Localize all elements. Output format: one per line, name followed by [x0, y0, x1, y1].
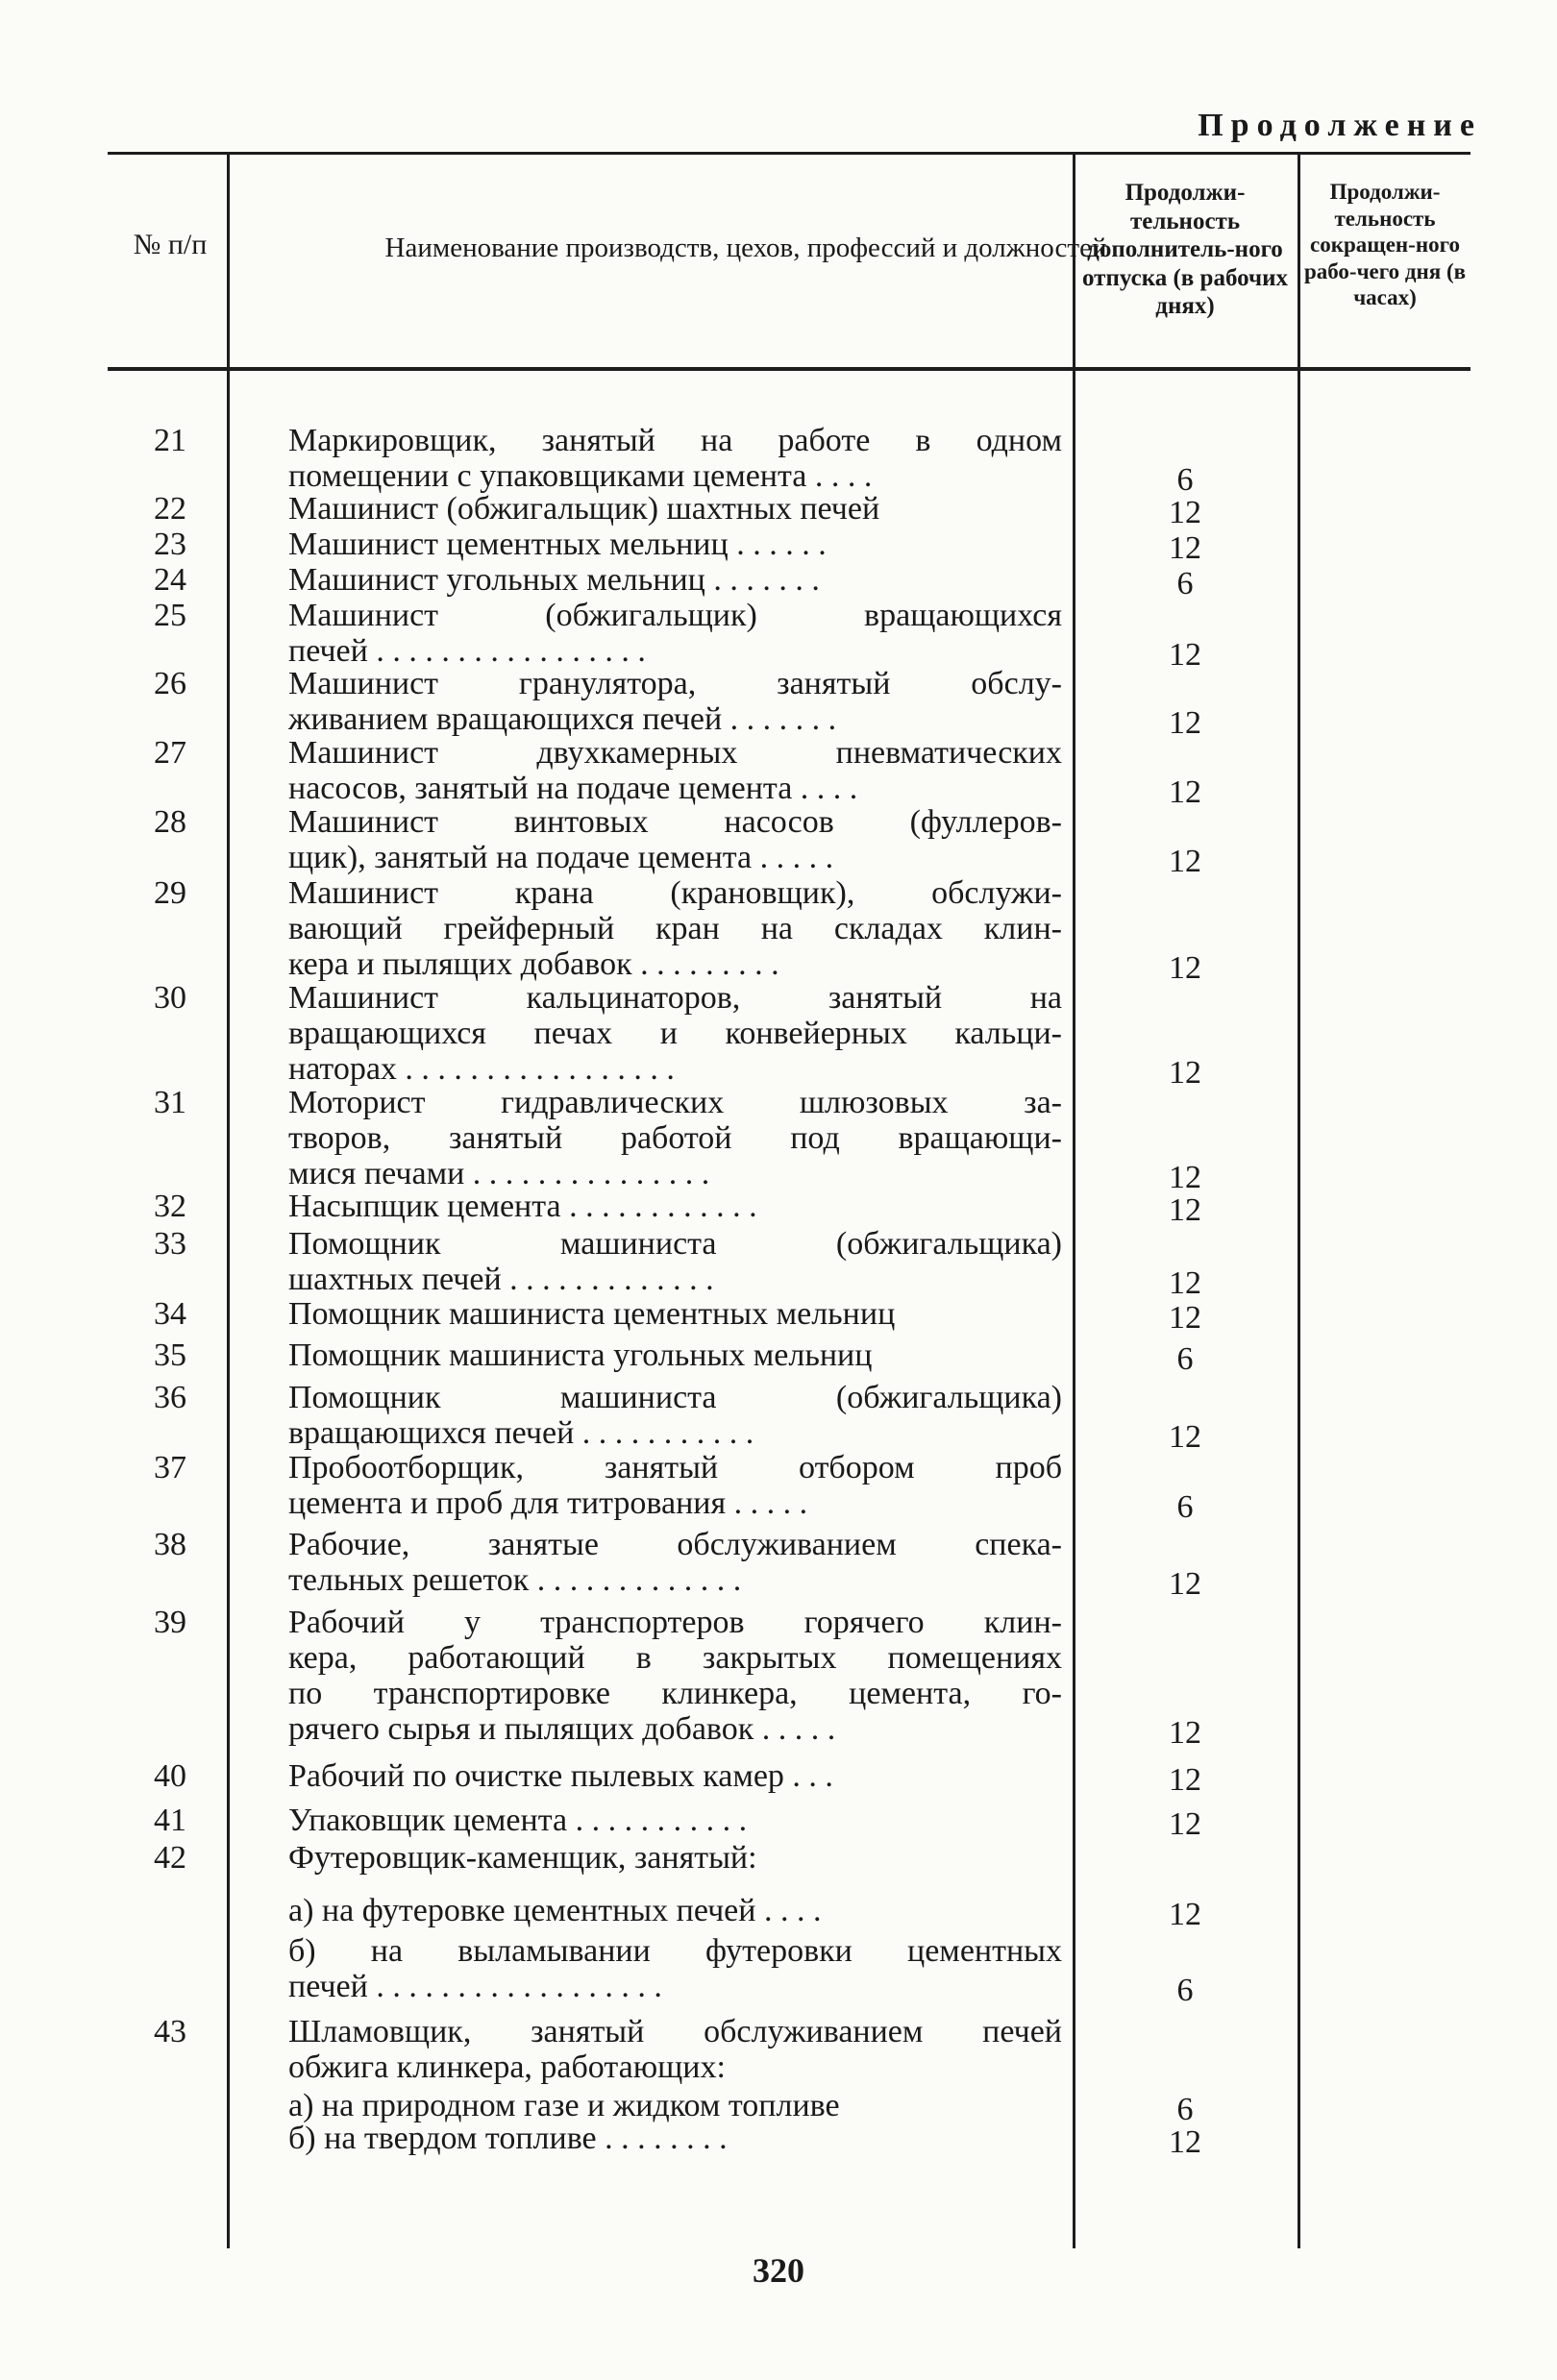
row-number: 32: [154, 1189, 186, 1224]
description-line: Моторист гидравлических шлюзовых за-: [288, 1085, 1062, 1120]
row-additional-leave-value: 12: [1169, 774, 1201, 810]
row-additional-leave-value: 12: [1169, 1160, 1201, 1195]
description-line: Упаковщик цемента . . . . . . . . . . .: [288, 1803, 748, 1838]
row-description: [288, 875, 1062, 982]
description-line: Рабочий по очистке пылевых камер . . .: [288, 1758, 833, 1794]
row-additional-leave-value: 6: [1176, 1489, 1194, 1525]
row-description: [288, 423, 1062, 494]
row-description: [288, 1296, 1062, 1332]
description-line: Машинист угольных мельниц . . . . . . .: [288, 562, 820, 598]
description-line: б) на выламывании футеровки цементных: [288, 1933, 1062, 1969]
page-number: 320: [753, 2251, 804, 2290]
row-additional-leave-value: 6: [1176, 2092, 1194, 2127]
row-number: 36: [154, 1380, 186, 1415]
row-additional-leave-value: 12: [1169, 637, 1201, 673]
row-number: 21: [154, 423, 186, 458]
description-line: Футеровщик-каменщик, занятый:: [288, 1840, 757, 1876]
description-line: а) на природном газе и жидком топливе: [288, 2088, 840, 2123]
description-line: щик), занятый на подаче цемента . . . . .: [288, 840, 834, 875]
row-additional-leave-value: 12: [1169, 1897, 1201, 1932]
row-number: 33: [154, 1226, 186, 1262]
row-number: 28: [154, 804, 186, 840]
row-additional-leave-value: 12: [1169, 1055, 1201, 1091]
row-additional-leave-value: 6: [1176, 462, 1194, 498]
row-number: 34: [154, 1296, 186, 1332]
header-bottom-rule: [108, 367, 1470, 371]
row-description: [288, 1226, 1062, 1297]
description-line: Машинист двухкамерных пневматических: [288, 735, 1062, 771]
row-description: [288, 491, 1062, 527]
description-line: Помощник машиниста угольных мельниц: [288, 1337, 873, 1373]
description-line: вращающихся печей . . . . . . . . . . .: [288, 1415, 754, 1451]
row-number: 26: [154, 666, 186, 701]
row-number: 41: [154, 1803, 186, 1838]
row-additional-leave-value: 12: [1169, 950, 1201, 986]
row-number: 24: [154, 562, 186, 598]
description-line: Маркировщик, занятый на работе в одном: [288, 423, 1062, 458]
row-number: 23: [154, 527, 186, 562]
row-number: 39: [154, 1605, 186, 1640]
row-additional-leave-value: 6: [1176, 566, 1194, 601]
description-line: живанием вращающихся печей . . . . . . .: [288, 701, 837, 737]
row-additional-leave-value: 12: [1169, 2124, 1201, 2160]
row-additional-leave-value: 12: [1169, 1715, 1201, 1751]
description-line: Машинист (обжигальщик) шахтных печей: [288, 491, 880, 527]
description-line: Машинист цементных мельниц . . . . . .: [288, 527, 827, 562]
row-description: [288, 1527, 1062, 1598]
column-divider-3: [1298, 154, 1300, 2248]
description-line: Насыпщик цемента . . . . . . . . . . . .: [288, 1189, 757, 1224]
row-number: 22: [154, 491, 186, 527]
header-additional-leave: Продолжи-тельность дополнитель-ного отпуска (в рабочих днях): [1082, 180, 1288, 319]
description-line: Пробоотборщик, занятый отбором проб: [288, 1450, 1062, 1485]
description-line: помещении с упаковщиками цемента . . . .: [288, 458, 873, 494]
row-additional-leave-value: 12: [1169, 844, 1201, 879]
row-additional-leave-value: 6: [1176, 1973, 1194, 2008]
row-description: [288, 1450, 1062, 1521]
row-additional-leave-value: 12: [1169, 495, 1201, 530]
row-description: [288, 2014, 1062, 2085]
row-additional-leave-value: 12: [1169, 1566, 1201, 1602]
description-line: Машинист гранулятора, занятый обслу-: [288, 666, 1062, 701]
row-description: [288, 1803, 1062, 1838]
row-number: 38: [154, 1527, 186, 1562]
row-description: [288, 735, 1062, 806]
header-name: Наименование производств, цехов, профессий и должностей: [384, 233, 1107, 263]
description-line: шахтных печей . . . . . . . . . . . . .: [288, 1262, 714, 1297]
row-description: [288, 1337, 1062, 1373]
row-description: [288, 1933, 1062, 2004]
column-divider-2: [1073, 154, 1075, 2248]
header-shortened-day: Продолжи-тельность сокращен-ного рабо-чего дня (в часах): [1303, 180, 1467, 310]
row-additional-leave-value: 12: [1169, 1300, 1201, 1336]
description-line: печей . . . . . . . . . . . . . . . . . .: [288, 1969, 662, 2004]
row-additional-leave-value: 6: [1176, 1341, 1194, 1377]
description-line: наторах . . . . . . . . . . . . . . . . .: [288, 1051, 675, 1087]
row-description: [288, 666, 1062, 737]
description-line: кера и пылящих добавок . . . . . . . . .: [288, 946, 779, 982]
row-additional-leave-value: 12: [1169, 1762, 1201, 1798]
description-line: по транспортировке клинкера, цемента, го-: [288, 1676, 1062, 1711]
description-line: Машинист винтовых насосов (фуллеров-: [288, 804, 1062, 840]
row-description: [288, 2121, 1062, 2156]
description-line: Рабочие, занятые обслуживанием спека-: [288, 1527, 1062, 1562]
row-additional-leave-value: 12: [1169, 1265, 1201, 1301]
description-line: печей . . . . . . . . . . . . . . . . .: [288, 633, 646, 669]
row-description: [288, 527, 1062, 562]
description-line: мися печами . . . . . . . . . . . . . . .: [288, 1156, 710, 1191]
row-description: [288, 804, 1062, 875]
description-line: вающий грейферный кран на складах клин-: [288, 911, 1062, 946]
row-description: [288, 1893, 1062, 1928]
row-additional-leave-value: 12: [1169, 530, 1201, 566]
row-additional-leave-value: 12: [1169, 1192, 1201, 1228]
row-description: [288, 980, 1062, 1087]
row-number: 27: [154, 735, 186, 771]
description-line: вращающихся печах и конвейерных кальци-: [288, 1016, 1062, 1051]
row-number: 43: [154, 2014, 186, 2049]
description-line: тельных решеток . . . . . . . . . . . . .: [288, 1562, 742, 1598]
description-line: Рабочий у транспортеров горячего клин-: [288, 1605, 1062, 1640]
row-description: [288, 1189, 1062, 1224]
description-line: Помощник машиниста (обжигальщика): [288, 1380, 1062, 1415]
description-line: Шламовщик, занятый обслуживанием печей: [288, 2014, 1062, 2049]
row-number: 31: [154, 1085, 186, 1120]
description-line: а) на футеровке цементных печей . . . .: [288, 1893, 822, 1928]
table-top-rule: [108, 152, 1470, 155]
row-additional-leave-value: 12: [1169, 1806, 1201, 1842]
row-description: [288, 1758, 1062, 1794]
row-number: 30: [154, 980, 186, 1016]
row-description: [288, 1380, 1062, 1451]
row-description: [288, 1605, 1062, 1747]
description-line: Помощник машиниста цементных мельниц: [288, 1296, 896, 1332]
description-line: обжига клинкера, работающих:: [288, 2049, 726, 2085]
header-num: № п/п: [133, 229, 208, 260]
row-description: [288, 2088, 1062, 2123]
continuation-label: Продолжение: [1198, 108, 1482, 143]
row-number: 42: [154, 1840, 186, 1876]
row-number: 35: [154, 1337, 186, 1373]
row-number: 25: [154, 598, 186, 633]
description-line: кера, работающий в закрытых помещениях: [288, 1640, 1062, 1676]
row-additional-leave-value: 12: [1169, 1419, 1201, 1455]
row-description: [288, 1085, 1062, 1191]
description-line: творов, занятый работой под вращающи-: [288, 1120, 1062, 1156]
description-line: Машинист крана (крановщик), обслужи-: [288, 875, 1062, 911]
column-divider-1: [227, 154, 230, 2248]
description-line: насосов, занятый на подаче цемента . . . .: [288, 771, 858, 806]
row-description: [288, 598, 1062, 669]
row-description: [288, 1840, 1062, 1876]
row-additional-leave-value: 12: [1169, 705, 1201, 741]
description-line: б) на твердом топливе . . . . . . . .: [288, 2121, 728, 2156]
description-line: Помощник машиниста (обжигальщика): [288, 1226, 1062, 1262]
row-number: 40: [154, 1758, 186, 1794]
row-number: 37: [154, 1450, 186, 1485]
row-description: [288, 562, 1062, 598]
description-line: Машинист кальцинаторов, занятый на: [288, 980, 1062, 1016]
row-number: 29: [154, 875, 186, 911]
description-line: Машинист (обжигальщик) вращающихся: [288, 598, 1062, 633]
description-line: рячего сырья и пылящих добавок . . . . .: [288, 1711, 836, 1747]
description-line: цемента и проб для титрования . . . . .: [288, 1485, 808, 1521]
